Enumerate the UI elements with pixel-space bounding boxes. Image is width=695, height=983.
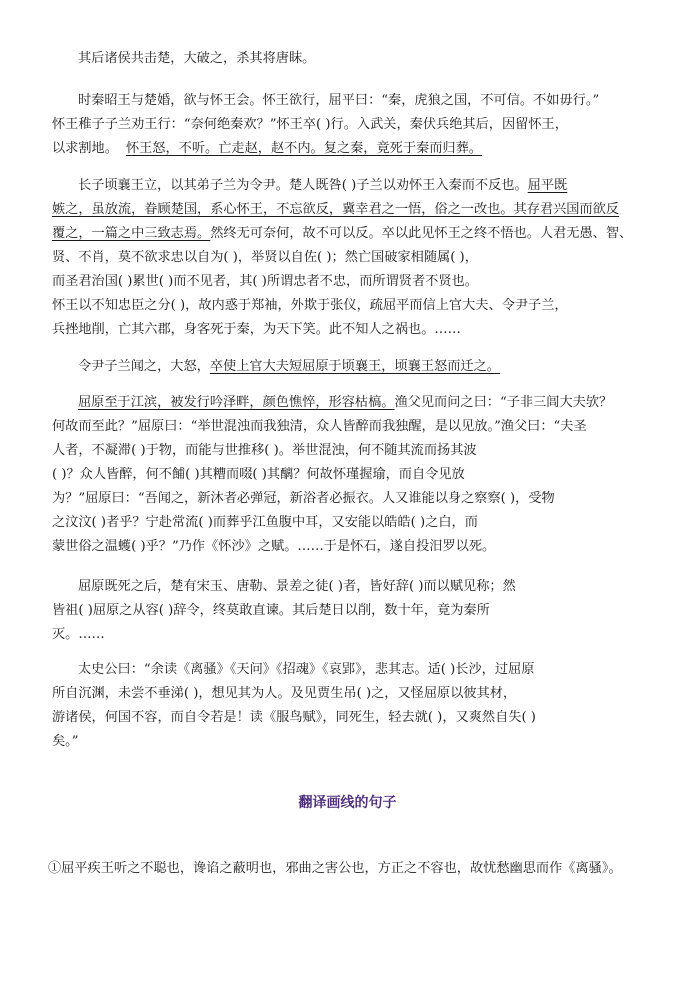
text-line: 为？”屈原曰：“吾闻之，新沐者必弹冠，新浴者必振衣。人又谁能以身之察察( )，受物 [52, 491, 555, 506]
underlined-sentence: 屈原至于江滨，被发行吟泽畔，颜色憔悴，形容枯槁。 [78, 395, 395, 410]
text-line: 所自沉渊，未尝不垂涕( )，想见其为人。及见贾生吊( )之，又怪屈原以彼其材， [52, 686, 517, 701]
paragraph-4 [52, 355, 652, 379]
text-line: 兵挫地削，亡其六郡，身客死于秦，为天下笑。此不知人之祸也。…… [52, 322, 461, 337]
underlined-sentence: 屈平既 [527, 178, 568, 193]
text-line: 人者，不凝滞( )于物，而能与世推移( )。举世混浊，何不随其流而扬其波 [52, 443, 477, 458]
text-line: 之汶汶( )者乎？宁赴常流( )而葬乎江鱼腹中耳，又安能以皓皓( )之白，而 [52, 515, 478, 530]
text-line [52, 355, 652, 379]
text-segment: 然终无可奈何，故不可以反。卒以此见怀王之终不悟也。人君无愚、智、 [210, 226, 633, 241]
text-line: 灭。…… [52, 627, 105, 642]
text-line: 其后诸侯共击楚，大破之，杀其将唐眜。 [78, 51, 316, 66]
text-line: 屈原既死之后，楚有宋玉、唐勒、景差之徒( )者，皆好辞( )而以赋见称；然 [78, 579, 516, 594]
text-line [52, 222, 652, 246]
text-line: 矣。” [52, 734, 79, 749]
text-line: 皆祖( )屈原之从容( )辞令，终莫敢直谏。其后楚日以削，数十年，竟为秦所 [52, 603, 490, 618]
paragraph-7 [52, 658, 652, 754]
question-item: ①屈平疾王听之不聪也，谗谄之蔽明也，邪曲之害公也，方正之不容也，故忧愁幽思而作《离骚》。 [48, 861, 622, 876]
text-segment: 令尹子兰闻之，大怒， [78, 359, 210, 374]
text-line [52, 137, 652, 161]
paragraph-3 [52, 174, 652, 342]
underlined-sentence: 卒使上官大夫短屈原于顷襄王，顷襄王怒而迁之。 [209, 359, 500, 374]
underlined-sentence: 怀王怒，不听。亡走赵，赵不内。复之秦，竟死于秦而归葬。 [125, 141, 482, 156]
text-segment: 渔父见而问之曰：“子非三闾大夫欤？ [394, 395, 613, 410]
text-line: 游诸侯，何国不容，而自令若是！读《服鸟赋》，同死生，轻去就( )，又爽然自失( ) [52, 710, 536, 725]
text-line: 时秦昭王与楚婚，欲与怀王会。怀王欲行，屈平曰：“秦，虎狼之国，不可信。不如毋行。” [78, 93, 600, 108]
underlined-line: 嫉之，虽放流，眷顾楚国，系心怀王，不忘欲反，冀幸君之一悟，俗之一改也。其存君兴国而欲反 [52, 202, 620, 217]
paragraph-1 [52, 47, 652, 71]
text-line: 怀王稚子子兰劝王行：“奈何绝秦欢？”怀王卒( )行。入武关，秦伏兵绝其后，因留怀王， [52, 117, 568, 132]
text-line: 贤、不肖，莫不欲求忠以自为( )，举贤以自佐( )；然亡国破家相随属( )， [52, 250, 478, 265]
text-line: 怀王以不知忠臣之分( )，故内惑于郑袖，外欺于张仪，疏屈平而信上官大夫、令尹子兰， [52, 298, 568, 313]
text-line: 太史公曰：“余读《离骚》《天问》《招魂》《哀郢》，悲其志。适( )长沙，过屈原 [78, 662, 535, 677]
text-line: 蒙世俗之温蠖( )乎？”乃作《怀沙》之赋。……于是怀石，遂自投汨罗以死。 [52, 539, 496, 554]
text-line: 何故而至此？”屈原曰：“举世混浊而我独清，众人皆醉而我独醒，是以见放。”渔父曰：“夫圣 [52, 419, 587, 434]
text-segment: 长子顷襄王立，以其弟子兰为令尹。楚人既咎( )子兰以劝怀王入秦而不反也。 [78, 178, 528, 193]
text-line [52, 174, 652, 198]
paragraph-6 [52, 575, 652, 647]
text-line: ( )？众人皆醉，何不餔( )其糟而啜( )其醨？何故怀瑾握瑜，而自令见放 [52, 467, 465, 482]
underlined-sentence: 覆之，一篇之中三致志焉。 [52, 226, 211, 241]
paragraph-5 [52, 391, 652, 559]
text-line [52, 391, 652, 415]
section-heading: 翻译画线的句子 [298, 795, 397, 811]
text-segment: 以求割地。 [52, 141, 118, 156]
text-line: 而圣君治国( )累世( )而不见者，其( )所谓忠者不忠，而所谓贤者不贤也。 [52, 274, 478, 289]
paragraph-2 [52, 89, 652, 161]
